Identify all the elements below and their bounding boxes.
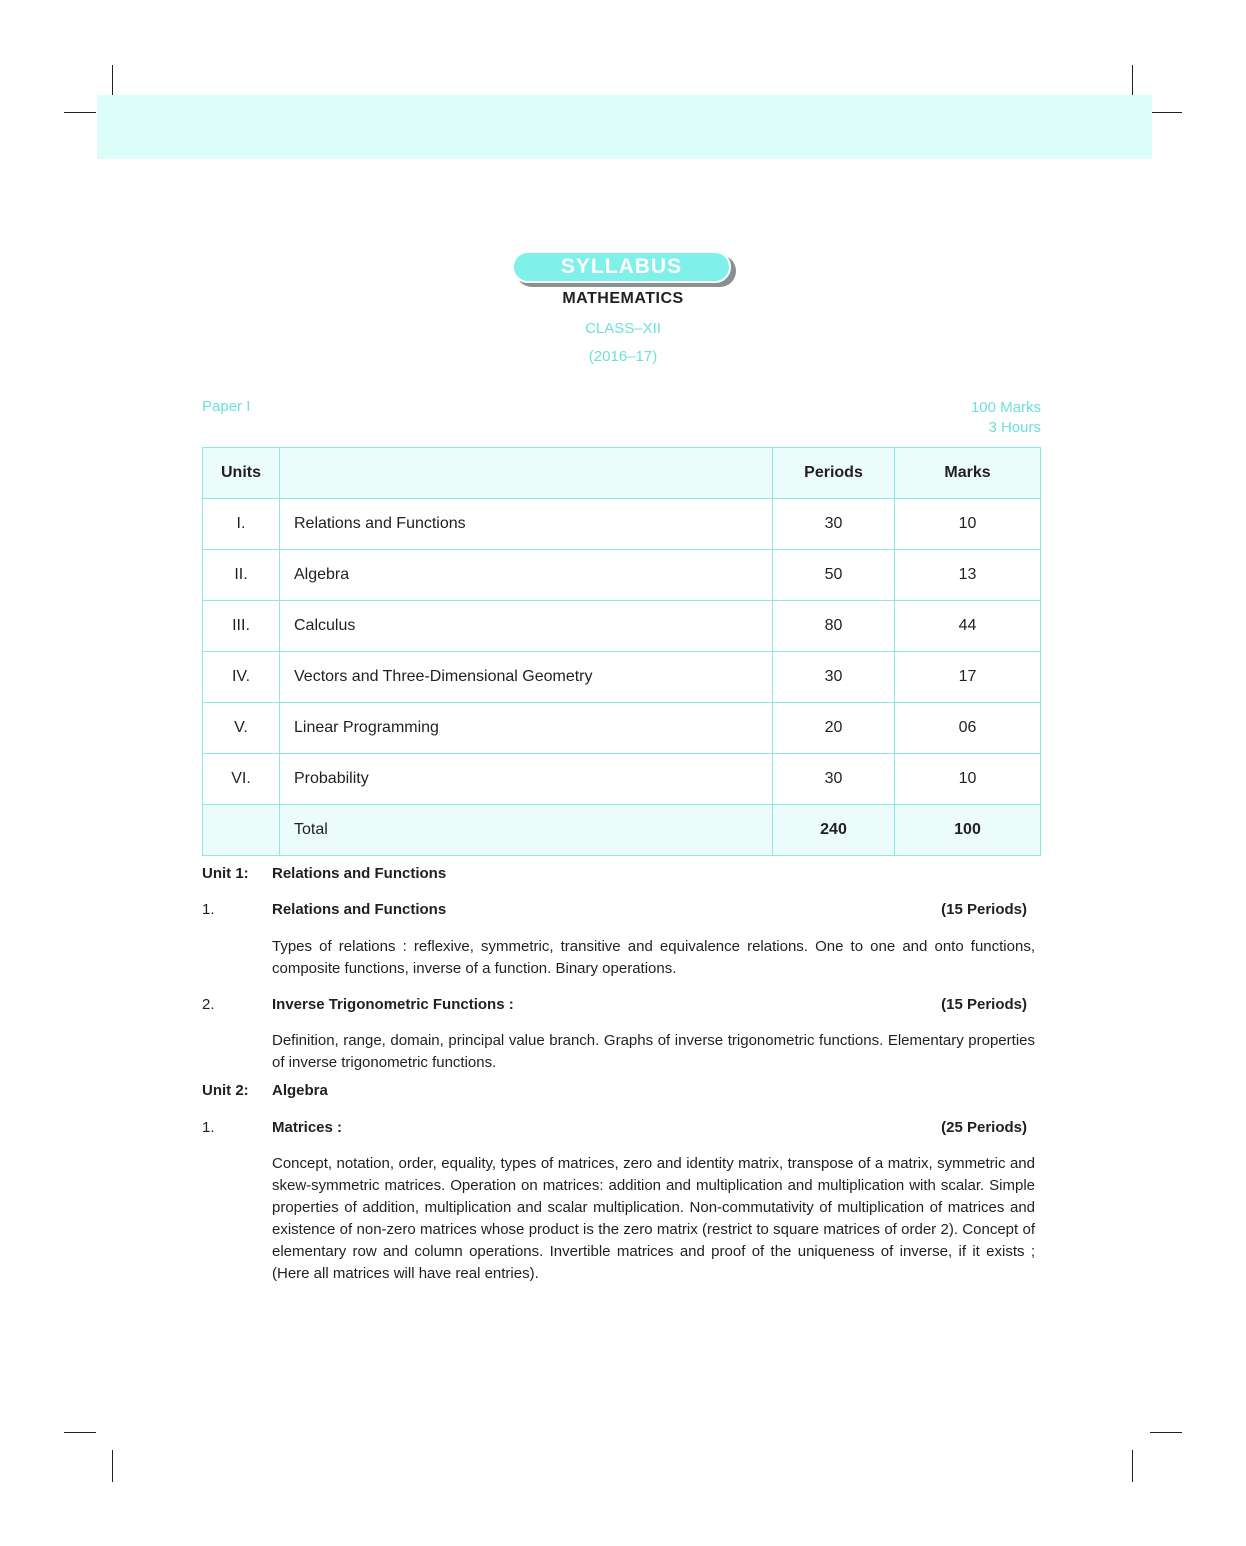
header-units: Units	[203, 448, 280, 499]
topic-periods: (25 Periods)	[941, 1119, 1027, 1136]
unit-name: Vectors and Three-Dimensional Geometry	[280, 652, 773, 703]
unit-periods: 50	[773, 550, 895, 601]
unit-periods: 30	[773, 499, 895, 550]
table-row	[203, 550, 1041, 601]
unit-marks: 13	[895, 550, 1041, 601]
unit-periods: 30	[773, 652, 895, 703]
header-marks: Marks	[895, 448, 1041, 499]
unit1-label: Unit 1:	[202, 865, 249, 882]
table-row	[203, 754, 1041, 805]
header-band	[97, 95, 1152, 159]
crop-mark	[64, 112, 96, 113]
unit2-label: Unit 2:	[202, 1082, 249, 1099]
topic-title: Relations and Functions	[272, 901, 447, 918]
header-name	[280, 448, 773, 499]
unit-number: III.	[203, 601, 280, 652]
table-row	[203, 499, 1041, 550]
total-empty-cell	[203, 805, 280, 856]
topic-title: Matrices :	[272, 1119, 343, 1136]
crop-mark	[1132, 65, 1133, 97]
header-periods: Periods	[773, 448, 895, 499]
table-row	[203, 703, 1041, 754]
unit-periods: 80	[773, 601, 895, 652]
unit-marks: 10	[895, 499, 1041, 550]
table-header-row	[203, 448, 1041, 499]
topic-periods: (15 Periods)	[941, 996, 1027, 1013]
total-periods: 240	[773, 805, 895, 856]
unit-marks: 17	[895, 652, 1041, 703]
unit-number: I.	[203, 499, 280, 550]
topic-number: 2.	[202, 996, 215, 1013]
topic-description: Definition, range, domain, principal value branch. Graphs of inverse trigonometric functions. Elementary properties of inverse trigonometric functions.	[272, 1032, 1035, 1071]
unit1-title: Relations and Functions	[272, 865, 447, 882]
unit-periods: 30	[773, 754, 895, 805]
topic-title: Inverse Trigonometric Functions :	[272, 996, 514, 1013]
topic-number: 1.	[202, 1119, 215, 1136]
unit-name: Probability	[280, 754, 773, 805]
paper-meta	[971, 398, 1041, 438]
year-label: (2016–17)	[588, 348, 658, 365]
units-table	[202, 447, 1041, 856]
unit-number: II.	[203, 550, 280, 601]
class-label: CLASS–XII	[585, 320, 661, 337]
topic-periods: (15 Periods)	[941, 901, 1027, 918]
crop-mark	[112, 1450, 113, 1482]
unit-number: IV.	[203, 652, 280, 703]
topic-description: Concept, notation, order, equality, types of matrices, zero and identity matrix, transpose of a matrix, symmetric and skew-symmetric matrices. Operation on matrices: addition and multiplication and multiplication with scalar. Simple properties of addition, multiplication and scalar multiplication. Non-commutativity of multiplication of matrices and existence of non-zero matrices whose product is the zero matrix (restrict to square matrices of order 2). Concept of elementary row and column operations. Invertible matrices and proof of the uniqueness of inverse, if it exists ; (Here all matrices will have real entries).	[272, 1155, 1035, 1282]
topic-description: Types of relations : reflexive, symmetric, transitive and equivalence relations. One to one and onto functions, composite functions, inverse of a function. Binary operations.	[272, 938, 1035, 977]
unit2-title: Algebra	[272, 1082, 328, 1099]
crop-mark	[112, 65, 113, 97]
crop-mark	[1150, 1432, 1182, 1433]
unit-name: Relations and Functions	[280, 499, 773, 550]
unit-number: V.	[203, 703, 280, 754]
topic-number: 1.	[202, 901, 215, 918]
unit-marks: 44	[895, 601, 1041, 652]
table-row	[203, 652, 1041, 703]
unit-periods: 20	[773, 703, 895, 754]
paper-label: Paper I	[202, 398, 251, 415]
total-marks-value: 100	[895, 805, 1041, 856]
duration: 3 Hours	[988, 419, 1041, 436]
crop-mark	[1150, 112, 1182, 113]
crop-mark	[64, 1432, 96, 1433]
unit-marks: 06	[895, 703, 1041, 754]
table-total-row	[203, 805, 1041, 856]
table-row	[203, 601, 1041, 652]
unit-name: Algebra	[280, 550, 773, 601]
crop-mark	[1132, 1450, 1133, 1482]
subject-title: MATHEMATICS	[562, 290, 684, 307]
total-label: Total	[280, 805, 773, 856]
syllabus-badge: SYLLABUS	[512, 251, 731, 283]
unit-name: Linear Programming	[280, 703, 773, 754]
unit-marks: 10	[895, 754, 1041, 805]
unit-name: Calculus	[280, 601, 773, 652]
total-marks: 100 Marks	[970, 399, 1041, 416]
unit-number: VI.	[203, 754, 280, 805]
